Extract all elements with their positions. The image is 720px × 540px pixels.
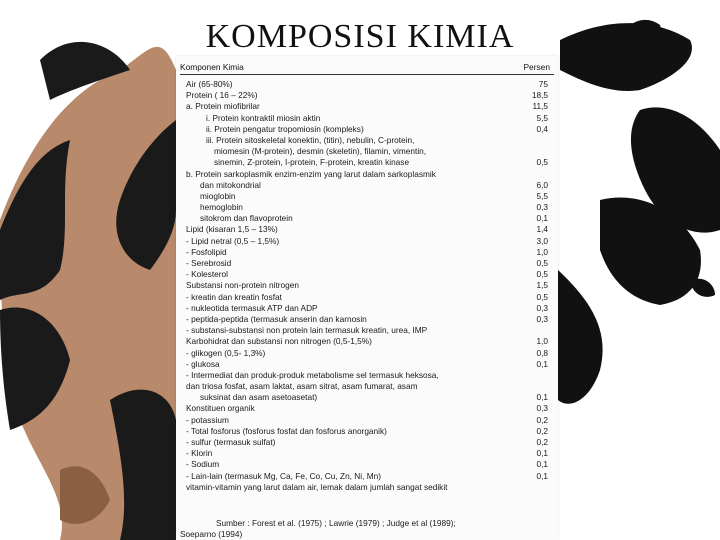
row-label: Air (65-80%)	[186, 79, 233, 89]
table-rows	[180, 79, 554, 493]
row-label: - Fosfolipid	[186, 246, 227, 257]
row-value: 0,5	[536, 269, 548, 280]
row-label: Karbohidrat dan substansi non nitrogen (0,5-1,5%)	[186, 336, 372, 347]
source-line-2: Soeparno (1994)	[180, 529, 243, 539]
row-value: 0,1	[536, 459, 548, 470]
row-value: 0,1	[536, 470, 548, 481]
table-row	[180, 426, 554, 437]
composition-table-document	[176, 56, 558, 540]
row-label: i. Protein kontraktil miosin aktin	[206, 112, 321, 123]
table-row	[180, 370, 554, 381]
table-row	[180, 314, 554, 325]
table-row	[180, 79, 554, 90]
table-row	[180, 258, 554, 269]
row-label: mioglobin	[200, 190, 236, 201]
row-label: vitamin-vitamin yang larut dalam air, lemak dalam jumlah sangat sedikit	[186, 481, 448, 492]
row-value: 1,5	[536, 280, 548, 291]
table-row	[180, 157, 554, 168]
row-value: 6,0	[536, 179, 548, 190]
row-label: iii. Protein sitoskeletal konektin, (titin), nebulin, C-protein,	[206, 134, 415, 145]
row-value: 11,5	[532, 101, 548, 112]
table-row	[180, 247, 554, 258]
table-row	[180, 202, 554, 213]
row-label: - Lain-lain (termasuk Mg, Ca, Fe, Co, Cu, Zn, Ni, Mn)	[186, 470, 382, 481]
row-label: - Total fosforus (fosforus fosfat dan fosforus anorganik)	[186, 425, 387, 436]
row-value: 0,5	[536, 291, 548, 302]
left-cow-head	[0, 42, 176, 540]
row-value: 0,1	[536, 358, 548, 369]
table-row	[180, 415, 554, 426]
row-value: 0,3	[536, 403, 548, 414]
row-label: Lipid (kisaran 1,5 – 13%)	[186, 224, 278, 235]
row-label: dan mitokondrial	[200, 179, 261, 190]
table-row	[180, 169, 554, 180]
row-label: - Serebrosid	[186, 258, 232, 268]
row-value: 1,0	[536, 246, 548, 257]
table-row	[180, 459, 554, 470]
table-row	[180, 146, 554, 157]
table-row	[180, 471, 554, 482]
row-label: dan triosa fosfat, asam laktat, asam sitrat, asam fumarat, asam	[186, 381, 418, 392]
table-row	[180, 101, 554, 112]
table-row	[180, 113, 554, 124]
row-value: 0,4	[536, 123, 548, 134]
row-label: hemoglobin	[200, 202, 243, 213]
column-header-component: Komponen Kimia	[180, 62, 244, 72]
table-row	[180, 224, 554, 235]
table-row	[180, 124, 554, 135]
row-label: miomesin (M-protein), desmin (skeletin), filamin, vimentin,	[214, 146, 427, 157]
row-value: 0,8	[536, 347, 548, 358]
row-label: Substansi non-protein nitrogen	[186, 280, 300, 291]
row-label: Konstituen organik	[186, 403, 255, 414]
row-label: - Sodium	[186, 459, 220, 470]
right-cow-head	[558, 20, 720, 540]
row-value: 18,5	[531, 90, 548, 101]
row-label: - Klorin	[186, 448, 213, 459]
row-value: 75	[538, 79, 548, 89]
column-header-percent: Persen	[523, 62, 550, 72]
row-label: - Intermediat dan produk-produk metabolisme sel termasuk heksosa,	[186, 369, 439, 380]
row-label: - glikogen (0,5- 1,3%)	[186, 347, 266, 358]
row-label: - sulfur (termasuk sulfat)	[186, 437, 276, 447]
page-title: KOMPOSISI KIMIA	[205, 18, 515, 55]
table-row	[180, 303, 554, 314]
table-row	[180, 180, 554, 191]
table-row	[180, 437, 554, 448]
row-label: - kreatin dan kreatin fosfat	[186, 291, 282, 302]
table-row	[180, 392, 554, 403]
row-value: 5,5	[536, 112, 548, 123]
row-value: 0,5	[536, 258, 548, 268]
row-label: Protein ( 16 – 22%)	[186, 90, 258, 101]
row-label: - Kolesterol	[186, 269, 228, 280]
table-row	[180, 135, 554, 146]
table-row	[180, 191, 554, 202]
table-row	[180, 359, 554, 370]
table-row	[180, 325, 554, 336]
row-label: - glukosa	[186, 358, 220, 369]
table-row	[180, 336, 554, 347]
row-label: a. Protein miofibrilar	[186, 101, 260, 112]
table-row	[180, 213, 554, 224]
row-value: 3,0	[536, 235, 548, 246]
table-row	[180, 381, 554, 392]
table-row	[180, 348, 554, 359]
table-row	[180, 269, 554, 280]
row-value: 5,5	[536, 190, 548, 201]
row-label: sinemin, Z-protein, I-protein, F-protein, kreatin kinase	[214, 157, 410, 168]
row-label: ii. Protein pengatur tropomiosin (kompleks)	[206, 123, 364, 134]
row-value: 0,3	[536, 302, 548, 313]
row-label: - potassium	[186, 414, 229, 425]
table-row	[180, 236, 554, 247]
row-value: 0,2	[536, 437, 548, 447]
row-value: 0,1	[536, 392, 548, 403]
table-row	[180, 482, 554, 493]
row-label: - Lipid netral (0,5 – 1,5%)	[186, 235, 280, 246]
table-header	[180, 62, 554, 75]
source-citation	[180, 518, 558, 540]
table-row	[180, 403, 554, 414]
table-row	[180, 280, 554, 291]
row-value: 1,4	[536, 224, 548, 235]
row-label: - peptida-peptida (termasuk anserin dan karnosin	[186, 313, 367, 324]
row-value: 0,3	[536, 202, 548, 213]
row-label: sitokrom dan flavoprotein	[200, 213, 293, 224]
row-value: 0,2	[536, 414, 548, 425]
row-value: 0,2	[536, 425, 548, 436]
table-row	[180, 90, 554, 101]
row-value: 0,1	[536, 213, 548, 224]
row-value: 0,1	[536, 448, 548, 459]
row-label: - substansi-substansi non protein lain termasuk kreatin, urea, IMP	[186, 325, 428, 336]
row-value: 1,0	[536, 336, 548, 347]
row-label: - nukleotida termasuk ATP dan ADP	[186, 302, 318, 313]
row-value: 0,3	[536, 313, 548, 324]
table-row	[180, 448, 554, 459]
row-label: b. Protein sarkoplasmik enzim-enzim yang larut dalam sarkoplasmik	[186, 168, 436, 179]
row-value: 0,5	[536, 157, 548, 168]
table-row	[180, 292, 554, 303]
source-line-1: Sumber : Forest et al. (1975) ; Lawrie (1979) ; Judge et al (1989);	[216, 518, 456, 528]
row-label: suksinat dan asam asetoasetat)	[200, 392, 318, 403]
